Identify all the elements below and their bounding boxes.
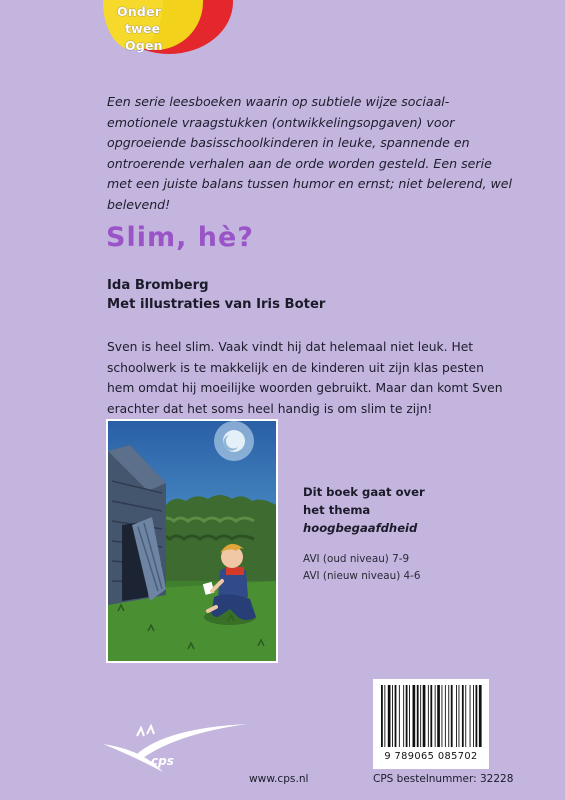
order-number: CPS bestelnummer: 32228	[373, 773, 514, 785]
author-name: Ida Bromberg	[107, 278, 209, 293]
illustrator-credit: Met illustraties van Iris Boter	[107, 297, 326, 312]
avi-new-level: AVI (nieuw niveau) 4-6	[303, 570, 421, 582]
publisher-name: cps	[151, 754, 174, 768]
book-summary: Sven is heel slim. Vaak vindt hij dat helemaal niet leuk. Het schoolwerk is te makkelijk en de kinderen uit zijn klas pesten hem omdat hij moeilijke woorden gebruikt. Maar dan komt Sven erachter dat het soms heel handig is om slim te zijn!	[107, 340, 503, 416]
series-logo-word: Onder	[117, 4, 162, 19]
series-description: Een serie leesboeken waarin op subtiele wijze sociaal-emotionele vraagstukken (ontwikkelingsopgaven) voor opgroeiende basisschoolkinderen in leuke, spannende en ontroerende verhalen aan de orde worden gesteld. Een serie met een juiste balans tussen humor en ernst; niet belerend, wel belevend!	[107, 94, 513, 212]
barcode-icon	[379, 685, 483, 749]
publisher-swoosh-icon	[101, 724, 251, 784]
series-logo-word: Ogen	[125, 38, 163, 53]
barcode-number: 9 789065 085702	[384, 751, 478, 762]
theme-statement	[303, 483, 425, 537]
series-logo	[103, 0, 235, 58]
theme-topic: hoogbegaafdheid	[303, 521, 418, 535]
series-logo-word: twee	[125, 21, 161, 36]
theme-line: het thema	[303, 503, 371, 517]
author-credits	[107, 276, 325, 314]
publisher-logo	[101, 724, 251, 784]
publisher-website[interactable]: www.cps.nl	[249, 773, 309, 785]
isbn-barcode	[373, 679, 489, 769]
reading-levels	[303, 551, 421, 585]
cover-illustration	[106, 419, 278, 663]
theme-line: Dit boek gaat over	[303, 485, 425, 499]
book-title: Slim, hè?	[106, 222, 254, 253]
night-scene-illustration-icon	[108, 421, 276, 661]
avi-old-level: AVI (oud niveau) 7-9	[303, 553, 410, 565]
